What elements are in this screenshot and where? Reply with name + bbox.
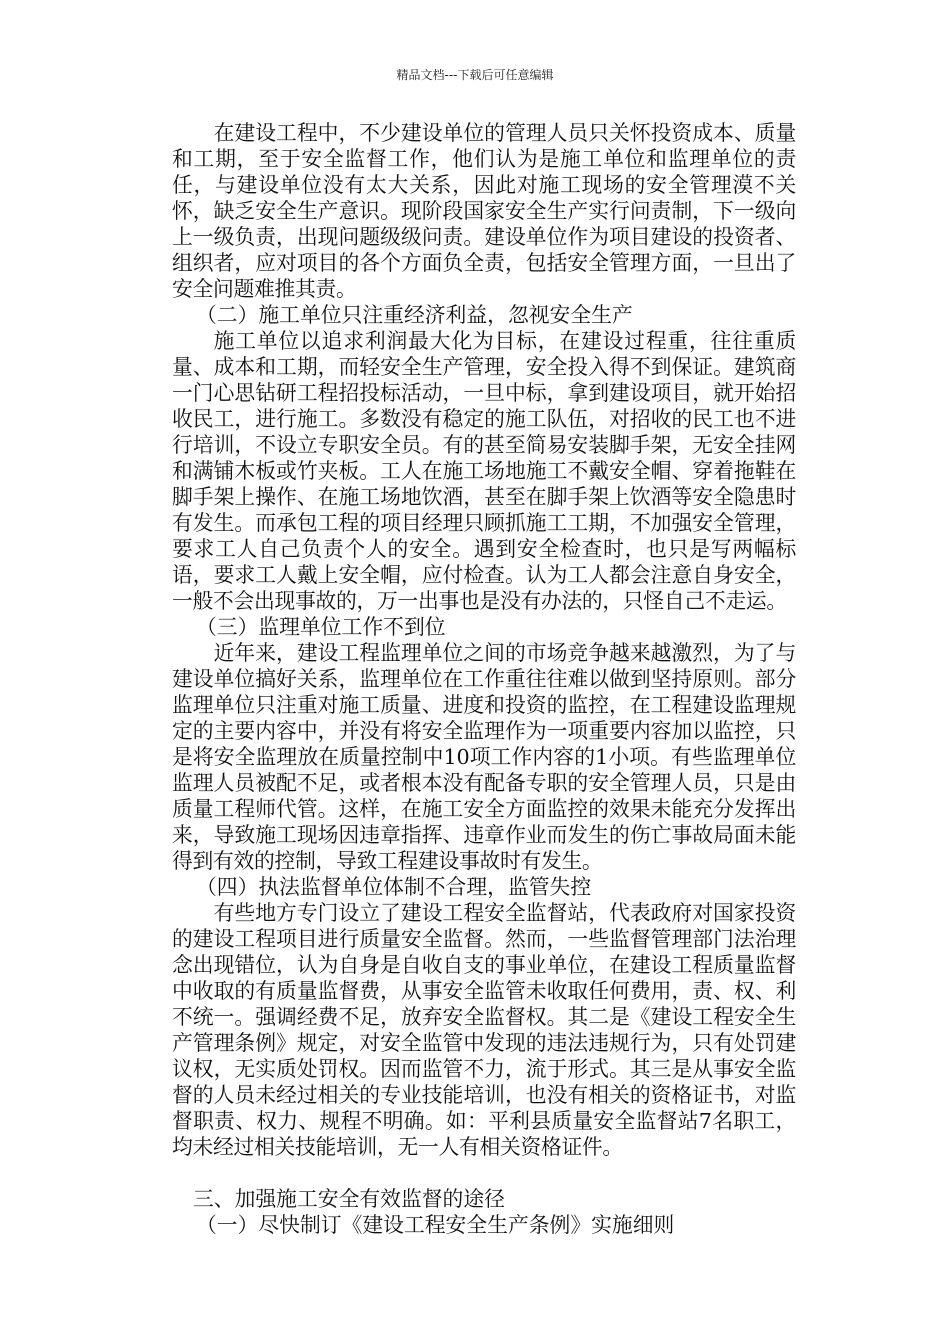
section-3-subheading-1: （一）尽快制订《建设工程安全生产条例》实施细则 bbox=[196, 1213, 675, 1237]
paragraph-4: 有些地方专门设立了建设工程安全监督站，代表政府对国家投资的建设工程项目进行质量安全监督。然而，一些监督管理部门法治理念出现错位，认为自身是自收自支的事业单位，在建设工程质量监督中收取的有质量监督费，从事安全监管未收取任何费用，责、权、利不统一。强调经费不足，放弃安全监督权。其二是《建设工程安全生产管理条例》规定，对安全监管中发现的违法违规行为，只有处罚建议权，无实质处罚权。因而监管不力，流于形式。其三是从事安全监督的人员未经过相关的专业技能培训，也没有相关的资格证书，对监督职责、权力、规程不明确。如：平利县质量安全监督站7名职工，均未经过相关技能培训，无一人有相关资格证件。 bbox=[172, 901, 796, 1159]
subheading-3: （三）监理单位工作不到位 bbox=[196, 615, 446, 639]
paragraph-1: 在建设工程中，不少建设单位的管理人员只关怀投资成本、质量和工期，至于安全监督工作，他们认为是施工单位和监理单位的责任，与建设单位没有太大关系，因此对施工现场的安全管理漠不关怀，缺乏安全生产意识。现阶段国家安全生产实行问责制，下一级向上一级负责，出现问题级级问责。建设单位作为项目建设的投资者、组织者，应对项目的各个方面负全责，包括安全管理方面，一旦出了安全问题难推其责。 bbox=[172, 121, 796, 301]
subheading-4: （四）执法监督单位体制不合理，监管失控 bbox=[196, 875, 592, 899]
document-body bbox=[172, 120, 796, 1238]
page-header: 精品文档---下载后可任意编辑 bbox=[396, 68, 554, 82]
paragraph-3: 近年来，建设工程监理单位之间的市场竞争越来越激烈，为了与建设单位搞好关系，监理单位在工作重往往难以做到坚持原则。部分监理单位只注重对施工质量、进度和投资的监控，在工程建设监理规定的主要内容中，并没有将安全监理作为一项重要内容加以监控，只是将安全监理放在质量控制中10项工作内容的1小项。有些监理单位监理人员被配不足，或者根本没有配备专职的安全管理人员，只是由质量工程师代管。这样，在施工安全方面监控的效果未能充分发挥出来，导致施工现场因违章指挥、违章作业而发生的伤亡事故局面未能得到有效的控制，导致工程建设事故时有发生。 bbox=[172, 641, 796, 873]
subheading-2: （二）施工单位只注重经济利益，忽视安全生产 bbox=[196, 303, 633, 327]
paragraph-2: 施工单位以追求利润最大化为目标，在建设过程重，往往重质量、成本和工期，而轻安全生产管理，安全投入得不到保证。建筑商一门心思钻研工程招投标活动，一旦中标，拿到建设项目，就开始招收民工，进行施工。多数没有稳定的施工队伍，对招收的民工也不进行培训，不设立专职安全员。有的甚至简易安装脚手架，无安全挂网和满铺木板或竹夹板。工人在施工场地施工不戴安全帽、穿着拖鞋在脚手架上操作、在施工场地饮酒，甚至在脚手架上饮酒等安全隐患时有发生。而承包工程的项目经理只顾抓施工工期，不加强安全管理，要求工人自己负责个人的安全。遇到安全检查时，也只是写两幅标语，要求工人戴上安全帽，应付检查。认为工人都会注意自身安全，一般不会出现事故的，万一出事也是没有办法的，只怪自己不走运。 bbox=[172, 329, 796, 613]
section-heading-3: 三、加强施工安全有效监督的途径 bbox=[193, 1187, 505, 1211]
